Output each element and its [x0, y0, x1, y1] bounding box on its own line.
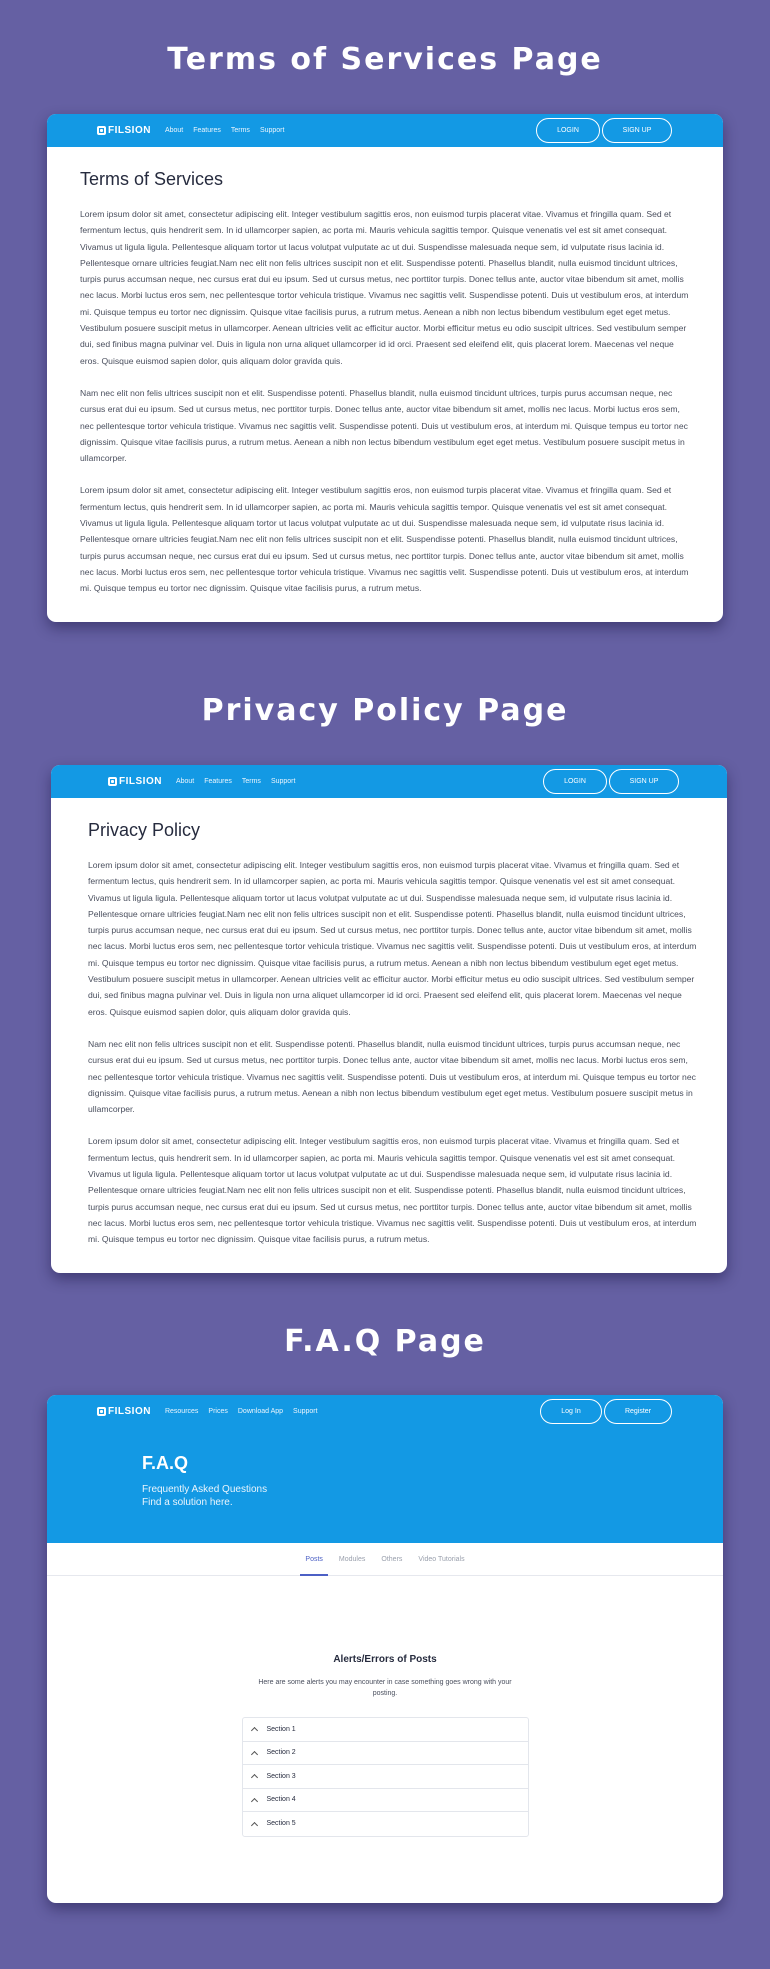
faq-section-description: Here are some alerts you may encounter in case something goes wrong with your posting.: [258, 1679, 512, 1697]
faq-tabs: [47, 1543, 723, 1576]
faq-hero-subtitle-line: Find a solution here.: [142, 1497, 233, 1508]
tab-posts[interactable]: Posts: [305, 1543, 323, 1576]
faq-accordion: [242, 1717, 529, 1837]
privacy-navbar: [51, 765, 727, 798]
accordion-item[interactable]: [243, 1812, 528, 1836]
login-button[interactable]: LOGIN: [543, 769, 607, 794]
faq-body: [47, 1654, 723, 1837]
logo-text: FILSION: [108, 1406, 151, 1417]
chevron-up-icon: [250, 1822, 257, 1829]
terms-nav-links: [165, 127, 295, 134]
brand-logo[interactable]: [97, 1406, 151, 1417]
accordion-item-label: Section 1: [266, 1725, 296, 1733]
accordion-item-label: Section 2: [266, 1749, 296, 1757]
page-title: Terms of Services: [80, 169, 224, 189]
faq-page-card: [47, 1395, 723, 1903]
faq-auth-buttons: [540, 1399, 674, 1424]
logo-icon: [108, 777, 117, 786]
login-button[interactable]: Log In: [540, 1399, 602, 1424]
paragraph: Lorem ipsum dolor sit amet, consectetur adipiscing elit. Integer vestibulum sagittis eros, non euismod turpis placerat vitae. Vivamus et fringilla quam. Sed et fermentum lectus, quis hendrerit sem. In id ullamcorper sapien, ac porta mi. Mauris vehicula sagittis tempor. Quisque venenatis vel est sit amet consequat. Vivamus ut ligula ligula. Pellentesque aliquam tortor ut lacus volutpat vulputate ac ut dui. Suspendisse malesuada neque sem, id vulputate risus lacinia id. Pellentesque ornare ultricies feugiat.Nam nec elit non felis ultrices suscipit non et elit. Suspendisse potenti. Phasellus blandit, nulla euismod tincidunt ultrices, turpis purus accumsan neque, nec cursus erat dui eu ipsum. Sed ut cursus metus, nec porttitor turpis. Donec tellus ante, auctor vitae bibendum sit amet, mollis nec lacus. Morbi luctus eros sem, nec pellentesque tortor vehicula tristique. Vivamus nec sagittis velit. Suspendisse potenti. Duis ut vestibulum eros, at interdum mi. Quisque tempus eu tortor nec dignissim. Quisque vitae facilisis purus, a rutrum metus. Aenean a nibh non lectus bibendum vestibulum eget eget metus. Vestibulum posuere suscipit metus in ullamcorper. Aenean ultricies velit ac efficitur auctor. Morbi efficitur metus eu odio suscipit ultrices. Sed vestibulum semper dui, sed finibus magna pulvinar vel. Duis in ligula non urna aliquet ullamcorper id id orci. Praesent sed eleifend elit, quis placerat lorem. Maecenas vel neque eros. Quisque euismod sapien dolor, quis aliquam dolor gravida quis.: [88, 860, 697, 1017]
terms-content: [47, 147, 723, 597]
accordion-item[interactable]: [243, 1742, 528, 1766]
tab-modules[interactable]: Modules: [338, 1555, 366, 1563]
privacy-page-card: [51, 765, 727, 1273]
faq-nav-links: [165, 1408, 328, 1415]
logo-icon: [97, 126, 106, 135]
chevron-up-icon: [250, 1727, 257, 1734]
paragraph: Lorem ipsum dolor sit amet, consectetur adipiscing elit. Integer vestibulum sagittis eros, non euismod turpis placerat vitae. Vivamus et fringilla quam. Sed et fermentum lectus, quis hendrerit sem. In id ullamcorper sapien, ac porta mi. Mauris vehicula sagittis tempor. Quisque venenatis vel est sit amet consequat. Vivamus ut ligula ligula. Pellentesque aliquam tortor ut lacus volutpat vulputate ac ut dui. Suspendisse malesuada neque sem, id vulputate risus lacinia id. Pellentesque ornare ultricies feugiat.Nam nec elit non felis ultrices suscipit non et elit. Suspendisse potenti. Phasellus blandit, nulla euismod tincidunt ultrices, turpis purus accumsan neque, nec cursus erat dui eu ipsum. Sed ut cursus metus, nec porttitor turpis. Donec tellus ante, auctor vitae bibendum sit amet, mollis nec lacus. Morbi luctus eros sem, nec pellentesque tortor vehicula tristique. Vivamus nec sagittis velit. Suspendisse potenti. Duis ut vestibulum eros, at interdum mi. Quisque tempus eu tortor nec dignissim. Quisque vitae facilisis purus, a rutrum metus. Aenean a nibh non lectus bibendum vestibulum eget eget metus. Vestibulum posuere suscipit metus in ullamcorper. Aenean ultricies velit ac efficitur auctor. Morbi efficitur metus eu odio suscipit ultrices. Sed vestibulum semper dui, sed finibus magna pulvinar vel. Duis in ligula non urna aliquet ullamcorper id id orci. Praesent sed eleifend elit, quis placerat lorem. Maecenas vel neque eros. Quisque euismod sapien dolor, quis aliquam dolor gravida quis.: [80, 209, 689, 366]
faq-hero-subtitle: [142, 1483, 267, 1509]
brand-logo[interactable]: [108, 776, 162, 787]
terms-navbar: [47, 114, 723, 147]
faq-section-heading: F.A.Q Page: [284, 1324, 486, 1359]
accordion-item[interactable]: [243, 1765, 528, 1789]
accordion-item[interactable]: [243, 1789, 528, 1813]
nav-link-features[interactable]: Features: [193, 127, 221, 134]
nav-link-terms[interactable]: Terms: [241, 778, 261, 785]
page-title: Privacy Policy: [88, 820, 201, 840]
paragraph: Lorem ipsum dolor sit amet, consectetur adipiscing elit. Integer vestibulum sagittis eros, non euismod turpis placerat vitae. Vivamus et fringilla quam. Sed et fermentum lectus, quis hendrerit sem. In id ullamcorper sapien, ac porta mi. Mauris vehicula sagittis tempor. Quisque venenatis vel est sit amet consequat. Vivamus ut ligula ligula. Pellentesque aliquam tortor ut lacus volutpat vulputate ac ut dui. Suspendisse malesuada neque sem, id vulputate risus lacinia id. Pellentesque ornare ultricies feugiat.Nam nec elit non felis ultrices suscipit non et elit. Suspendisse potenti. Phasellus blandit, nulla euismod tincidunt ultrices, turpis purus accumsan neque, nec cursus erat dui eu ipsum. Sed ut cursus metus, nec porttitor turpis. Donec tellus ante, auctor vitae bibendum sit amet, mollis nec lacus. Morbi luctus eros sem, nec pellentesque tortor vehicula tristique. Vivamus nec sagittis velit. Suspendisse potenti. Duis ut vestibulum eros, at interdum mi. Quisque tempus eu tortor nec dignissim. Quisque vitae facilisis purus, a rutrum metus.: [80, 485, 689, 594]
logo-text: FILSION: [108, 125, 151, 136]
chevron-up-icon: [250, 1798, 257, 1805]
faq-hero-title: F.A.Q: [142, 1453, 189, 1473]
accordion-item[interactable]: [243, 1718, 528, 1742]
paragraph: Lorem ipsum dolor sit amet, consectetur adipiscing elit. Integer vestibulum sagittis eros, non euismod turpis placerat vitae. Vivamus et fringilla quam. Sed et fermentum lectus, quis hendrerit sem. In id ullamcorper sapien, ac porta mi. Mauris vehicula sagittis tempor. Quisque venenatis vel est sit amet consequat. Vivamus ut ligula ligula. Pellentesque aliquam tortor ut lacus volutpat vulputate ac ut dui. Suspendisse malesuada neque sem, id vulputate risus lacinia id. Pellentesque ornare ultricies feugiat.Nam nec elit non felis ultrices suscipit non et elit. Suspendisse potenti. Phasellus blandit, nulla euismod tincidunt ultrices, turpis purus accumsan neque, nec cursus erat dui eu ipsum. Sed ut cursus metus, nec porttitor turpis. Donec tellus ante, auctor vitae bibendum sit amet, mollis nec lacus. Morbi luctus eros sem, nec pellentesque tortor vehicula tristique. Vivamus nec sagittis velit. Suspendisse potenti. Duis ut vestibulum eros, at interdum mi. Quisque tempus eu tortor nec dignissim. Quisque vitae facilisis purus, a rutrum metus.: [88, 1136, 697, 1245]
nav-link-support[interactable]: Support: [270, 778, 296, 785]
nav-link-about[interactable]: About: [164, 127, 184, 134]
signup-button[interactable]: SIGN UP: [602, 118, 672, 143]
accordion-item-label: Section 4: [266, 1796, 296, 1804]
signup-button[interactable]: SIGN UP: [609, 769, 679, 794]
accordion-item-label: Section 3: [266, 1772, 296, 1780]
faq-navbar: [47, 1395, 723, 1428]
privacy-nav-links: [176, 778, 306, 785]
register-button[interactable]: Register: [604, 1399, 672, 1424]
logo-text: FILSION: [119, 776, 162, 787]
nav-link-features[interactable]: Features: [204, 778, 232, 785]
nav-link-about[interactable]: About: [175, 778, 195, 785]
nav-link-resources[interactable]: Resources: [164, 1408, 199, 1415]
nav-link-download-app[interactable]: Download App: [237, 1408, 284, 1415]
faq-section-title: Alerts/Errors of Posts: [333, 1654, 437, 1665]
login-button[interactable]: LOGIN: [536, 118, 600, 143]
brand-logo[interactable]: [97, 125, 151, 136]
paragraph: Nam nec elit non felis ultrices suscipit non et elit. Suspendisse potenti. Phasellus blandit, nulla euismod tincidunt ultrices, turpis purus accumsan neque, nec cursus erat dui eu ipsum. Sed ut cursus metus, nec porttitor turpis. Donec tellus ante, auctor vitae bibendum sit amet, mollis nec lacus. Morbi luctus eros sem, nec pellentesque tortor vehicula tristique. Vivamus nec sagittis velit. Suspendisse potenti. Duis ut vestibulum eros, at interdum mi. Quisque tempus eu tortor nec dignissim. Quisque vitae facilisis purus, a rutrum metus. Aenean a nibh non lectus bibendum vestibulum eget eget metus. Vestibulum posuere suscipit metus in ullamcorper.: [88, 1038, 696, 1115]
nav-link-support[interactable]: Support: [259, 127, 285, 134]
privacy-auth-buttons: [543, 769, 681, 794]
faq-hero-subtitle-line: Frequently Asked Questions: [142, 1484, 268, 1495]
privacy-section-heading: Privacy Policy Page: [201, 693, 569, 728]
faq-hero: [47, 1395, 723, 1543]
tab-video-tutorials[interactable]: Video Tutorials: [418, 1555, 465, 1563]
nav-link-terms[interactable]: Terms: [230, 127, 250, 134]
logo-icon: [97, 1407, 106, 1416]
chevron-up-icon: [250, 1751, 257, 1758]
privacy-content: [51, 798, 727, 1248]
nav-link-support[interactable]: Support: [293, 1408, 318, 1415]
accordion-item-label: Section 5: [266, 1820, 296, 1828]
tab-others[interactable]: Others: [381, 1555, 403, 1563]
chevron-up-icon: [250, 1774, 257, 1781]
terms-section-heading: Terms of Services Page: [167, 42, 603, 77]
nav-link-prices[interactable]: Prices: [208, 1408, 228, 1415]
terms-auth-buttons: [536, 118, 674, 143]
terms-page-card: [47, 114, 723, 622]
paragraph: Nam nec elit non felis ultrices suscipit non et elit. Suspendisse potenti. Phasellus blandit, nulla euismod tincidunt ultrices, turpis purus accumsan neque, nec cursus erat dui eu ipsum. Sed ut cursus metus, nec porttitor turpis. Donec tellus ante, auctor vitae bibendum sit amet, mollis nec lacus. Morbi luctus eros sem, nec pellentesque tortor vehicula tristique. Vivamus nec sagittis velit. Suspendisse potenti. Duis ut vestibulum eros, at interdum mi. Quisque tempus eu tortor nec dignissim. Quisque vitae facilisis purus, a rutrum metus. Aenean a nibh non lectus bibendum vestibulum eget eget metus. Vestibulum posuere suscipit metus in ullamcorper.: [80, 387, 688, 464]
